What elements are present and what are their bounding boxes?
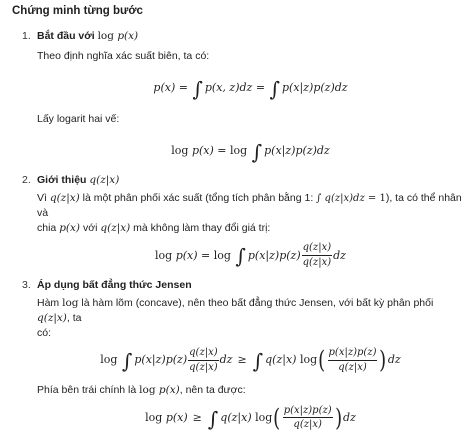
- equation-log-marginal: log p(x) = log ∫ p(x|z)p(z)dz: [171, 140, 330, 165]
- equation-jensen: log ∫ p(x|z)p(z) $\frac{q(z|x)}{q(z|x)}$ dz ≥ ∫ q(z|x) log ( $\frac{p(x|z)p(z)}{q(z|x)}$ ) dz: [100, 346, 401, 375]
- title-math: q(z|x): [89, 174, 120, 187]
- paragraph: Vì q(z|x) là một phân phối xác suất (tổng tích phân bằng 1: ∫ q(z|x)dz = 1), ta có thể nhân và chia p(x) với q(z|x) mà không làm thay đổi giá trị:: [37, 191, 462, 235]
- title-math: log p(x): [97, 29, 139, 42]
- paragraph: Theo định nghĩa xác suất biên, ta có:: [37, 49, 210, 62]
- step-number: 2.: [22, 174, 31, 187]
- equation-elbo: log p(x) ≥ ∫ q(z|x) log ( $\frac{p(x|z)p(z)}{q(z|x)}$ ) dz: [145, 403, 356, 432]
- equation-multiply-divide: log p(x) = log ∫ p(x|z)p(z) $\frac{q(z|x)}{q(z|x)}$ dz: [155, 242, 346, 269]
- step-2: [12, 173, 464, 268]
- paragraph: Hàm log là hàm lõm (concave), nên theo bất đẳng thức Jensen, với bất kỳ phân phối q(z|x), ta có:: [37, 296, 434, 340]
- step-number: 1.: [22, 29, 31, 42]
- step-1: [12, 29, 464, 165]
- section-heading: Chứng minh từng bước: [12, 5, 143, 17]
- step-title: Giới thiệu q(z|x): [37, 174, 120, 187]
- step-title: Áp dụng bất đẳng thức Jensen: [37, 279, 192, 292]
- equation-marginal: p(x) = ∫ p(x, z)dz = ∫ p(x|z)p(z)dz: [153, 77, 348, 102]
- step-title: Bắt đầu với log p(x): [37, 29, 139, 42]
- step-3: [12, 278, 464, 430]
- paragraph: Phía bên trái chính là log p(x), nên ta được:: [37, 384, 246, 397]
- paragraph: Lấy logarit hai vế:: [37, 113, 120, 126]
- step-number: 3.: [22, 279, 31, 292]
